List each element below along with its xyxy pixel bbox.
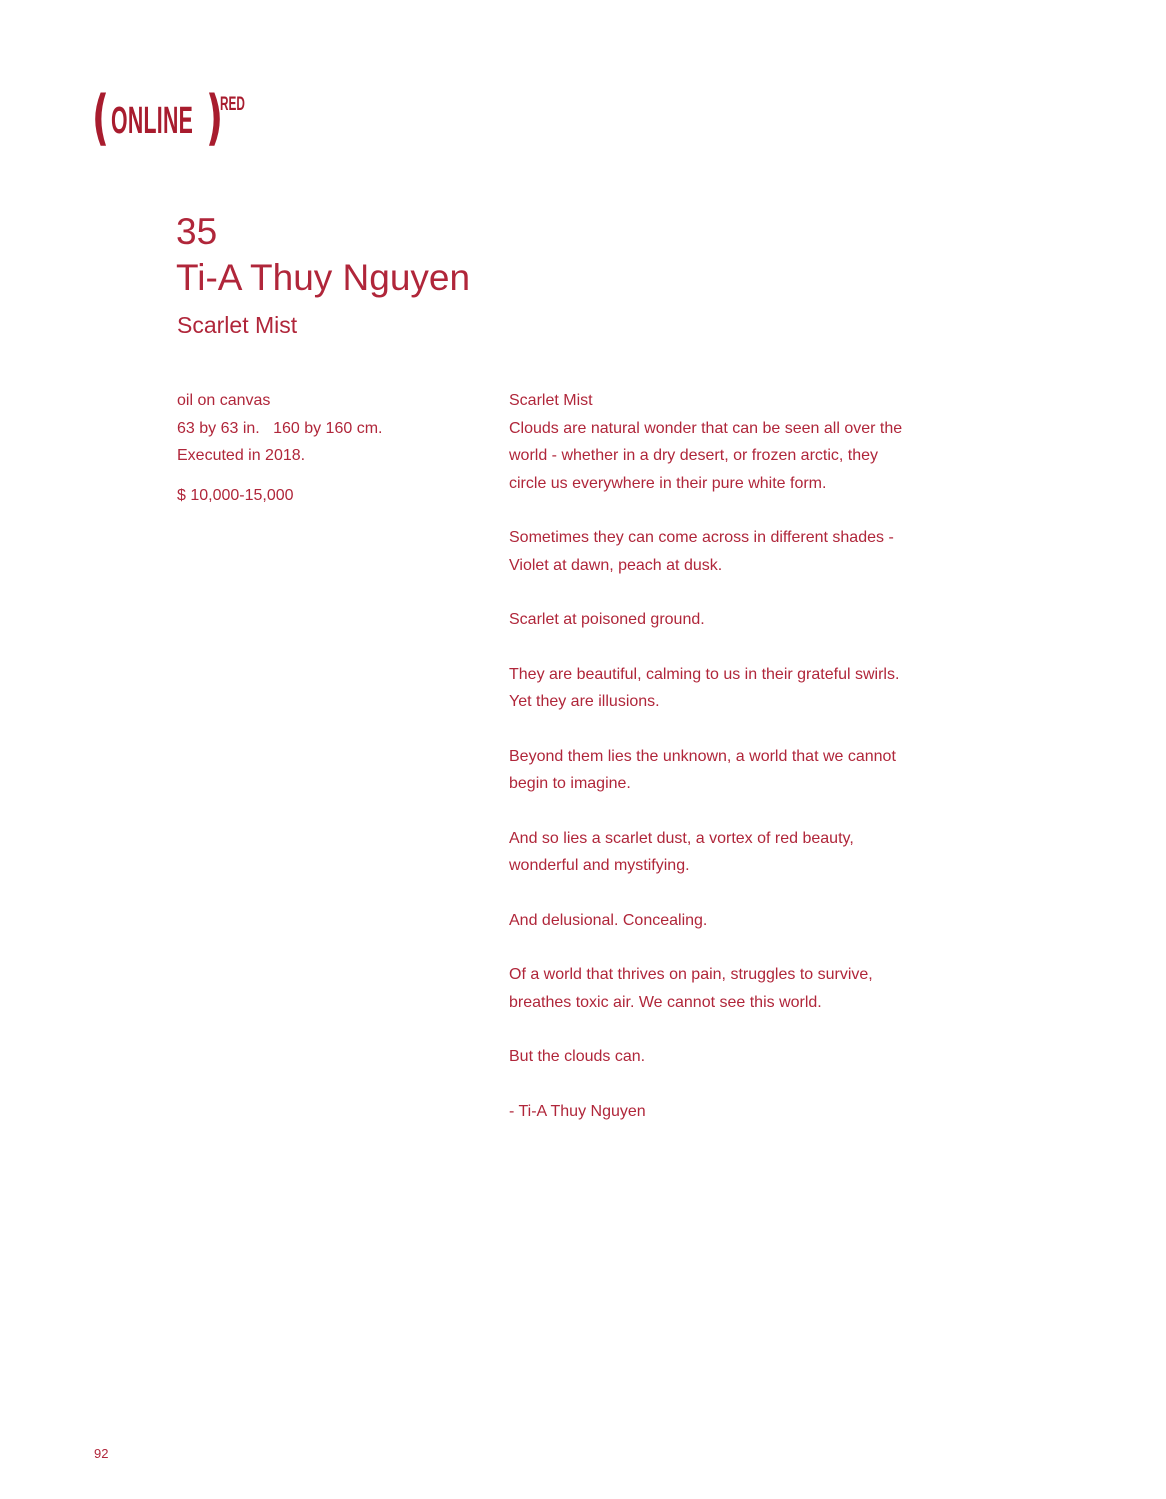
artwork-title: Scarlet Mist — [177, 312, 298, 338]
dimensions: 63 by 63 in. 160 by 160 cm. — [177, 419, 383, 437]
statement-paragraph: And so lies a scarlet dust, a vortex of red beauty, wonderful and mystifying. — [509, 829, 854, 874]
artist-statement — [509, 387, 909, 1152]
online-red-logo — [92, 83, 262, 158]
statement-paragraph: They are beautiful, calming to us in their grateful swirls. Yet they are illusions. — [509, 665, 900, 710]
statement-paragraph: Sometimes they can come across in different shades - Violet at dawn, peach at dusk. — [509, 529, 894, 574]
statement-paragraph: Beyond them lies the unknown, a world that we cannot begin to imagine. — [509, 747, 896, 792]
statement-heading: Scarlet Mist — [509, 392, 593, 409]
artist-name: Ti-A Thuy Nguyen — [176, 257, 471, 298]
lot-number: 35 — [176, 211, 218, 252]
artwork-details — [177, 387, 382, 509]
statement-paragraph: Clouds are natural wonder that can be seen all over the world - whether in a dry desert, or frozen arctic, they circle us everywhere in their pure white form. — [509, 419, 903, 492]
logo-close-paren: ) — [206, 83, 224, 153]
statement-paragraph: And delusional. Concealing. — [509, 911, 708, 929]
logo-word: ONLINE — [111, 100, 194, 142]
logo-superscript: RED — [220, 94, 245, 115]
statement-paragraph: Of a world that thrives on pain, struggles to survive, breathes toxic air. We cannot see this world. — [509, 966, 873, 1011]
statement-signature: - Ti-A Thuy Nguyen — [509, 1102, 646, 1120]
execution-date: Executed in 2018. — [177, 447, 306, 464]
statement-paragraph: But the clouds can. — [509, 1048, 646, 1065]
logo-open-paren: ( — [92, 83, 110, 153]
medium: oil on canvas — [177, 392, 271, 409]
statement-paragraph: Scarlet at poisoned ground. — [509, 611, 705, 628]
estimate: $ 10,000-15,000 — [177, 486, 294, 504]
page-number: 92 — [94, 1446, 109, 1461]
